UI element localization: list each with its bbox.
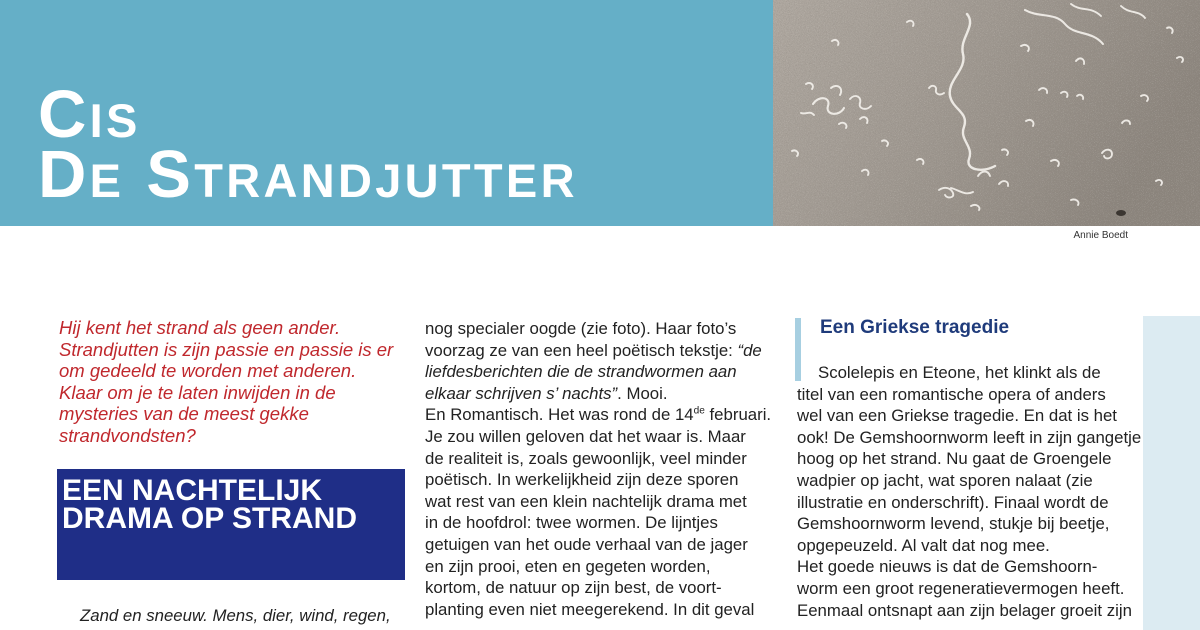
title-line-2: De Strandjutter (38, 137, 578, 212)
text-segment: getuigen van het oude verhaal van de jager (425, 534, 748, 554)
right-column-line: opgepeuzeld. Al valt dat nog mee. (797, 535, 1050, 555)
text-segment: de realiteit is, zoals gewoonlijk, veel minder (425, 448, 747, 468)
middle-column-line (425, 404, 771, 426)
middle-column-line (425, 426, 771, 448)
title-line-1: Cis (38, 77, 141, 152)
text-segment: kortom, de natuur op zijn best, de voort- (425, 578, 722, 598)
right-column-line: wel van een Griekse tragedie. En dat is het (797, 406, 1117, 426)
photo-credit: Annie Boedt (1073, 230, 1128, 241)
right-column-text (797, 362, 1141, 621)
right-column-line: Scolelepis en Eteone, het klinkt als de (818, 363, 1101, 382)
text-segment: . Mooi. (617, 383, 668, 403)
subheading-greek-tragedy: Een Griekse tragedie (820, 317, 1010, 338)
section-heading-line: DRAMA OP STRAND (62, 502, 358, 535)
middle-column-line (425, 318, 771, 340)
text-segment: in de hoofdrol: twee wormen. De lijntjes (425, 513, 718, 533)
middle-column-line (425, 599, 771, 621)
right-column-line: ook! De Gemshoornworm leeft in zijn gangetje (797, 427, 1142, 447)
intro-line: strandvondsten? (59, 424, 196, 446)
section-heading-box (57, 469, 405, 580)
italic-quote-text: “de (737, 340, 762, 360)
middle-column-line (425, 491, 771, 513)
italic-quote-text: elkaar schrijven s’ nachts” (425, 383, 618, 403)
text-segment: voorzag ze van een heel poëtisch tekstje: (425, 340, 738, 360)
middle-column-text (425, 318, 771, 620)
side-panel (1143, 316, 1200, 630)
right-column-line: worm een groot regeneratievermogen heeft. (797, 578, 1125, 598)
superscript-ordinal: de (693, 405, 705, 417)
text-segment: en zijn prooi, eten en gegeten worden, (425, 556, 711, 576)
middle-column-line (425, 556, 771, 578)
section-heading-line: EEN NACHTELIJK (62, 474, 323, 507)
italic-quote-text: liefdesberichten die de strandwormen aan (425, 362, 737, 382)
right-column-line: titel van een romantische opera of anders (797, 384, 1106, 404)
intro-line: Strandjutten is zijn passie en passie is er (59, 338, 394, 360)
middle-column-line (425, 448, 771, 470)
text-segment: planting even niet meegerekend. In dit geval (425, 599, 755, 619)
right-column-line: illustratie en onderschrift). Finaal wordt de (797, 492, 1109, 512)
right-column-line: hoog op het strand. Nu gaat de Groengele (797, 449, 1112, 469)
intro-line: mysteries van de meest gekke (59, 403, 309, 425)
dark-pebble (1116, 210, 1126, 216)
intro-lead (59, 317, 393, 447)
text-segment: nog specialer oogde (zie foto). Haar foto’s (425, 319, 737, 338)
middle-column-line (425, 340, 771, 362)
left-column-text (80, 605, 391, 627)
text-segment: Je zou willen geloven dat het waar is. Maar (425, 426, 746, 446)
beach-sand-photo (773, 0, 1200, 226)
left-column-line: Zand en sneeuw. Mens, dier, wind, regen, (80, 606, 391, 625)
text-segment: wat rest van een klein nachtelijk drama met (425, 491, 747, 511)
article-title (38, 77, 578, 212)
text-segment: poëtisch. In werkelijkheid zijn deze sporen (425, 470, 739, 490)
middle-column-line (425, 383, 771, 405)
middle-column-line (425, 577, 771, 599)
text-segment: En Romantisch. Het was rond de 14 (425, 405, 694, 425)
intro-line: Hij kent het strand als geen ander. (59, 317, 341, 338)
intro-line: Klaar om je te laten inwijden in de (59, 381, 336, 403)
right-column-line: wadpier op jacht, wat sporen nalaat (zie (797, 470, 1093, 490)
intro-line: om gedeeld te worden met anderen. (59, 360, 357, 382)
text-segment: februari. (704, 405, 772, 425)
right-column-line: Gemshoornworm levend, stukje bij beetje, (797, 514, 1110, 534)
right-column-line: Eenmaal ontsnapt aan zijn belager groeit zijn (797, 600, 1132, 620)
middle-column-line (425, 469, 771, 491)
middle-column-line (425, 512, 771, 534)
right-column-line: Het goede nieuws is dat de Gemshoorn- (797, 557, 1098, 577)
middle-column-line (425, 534, 771, 556)
middle-column-line (425, 361, 771, 383)
